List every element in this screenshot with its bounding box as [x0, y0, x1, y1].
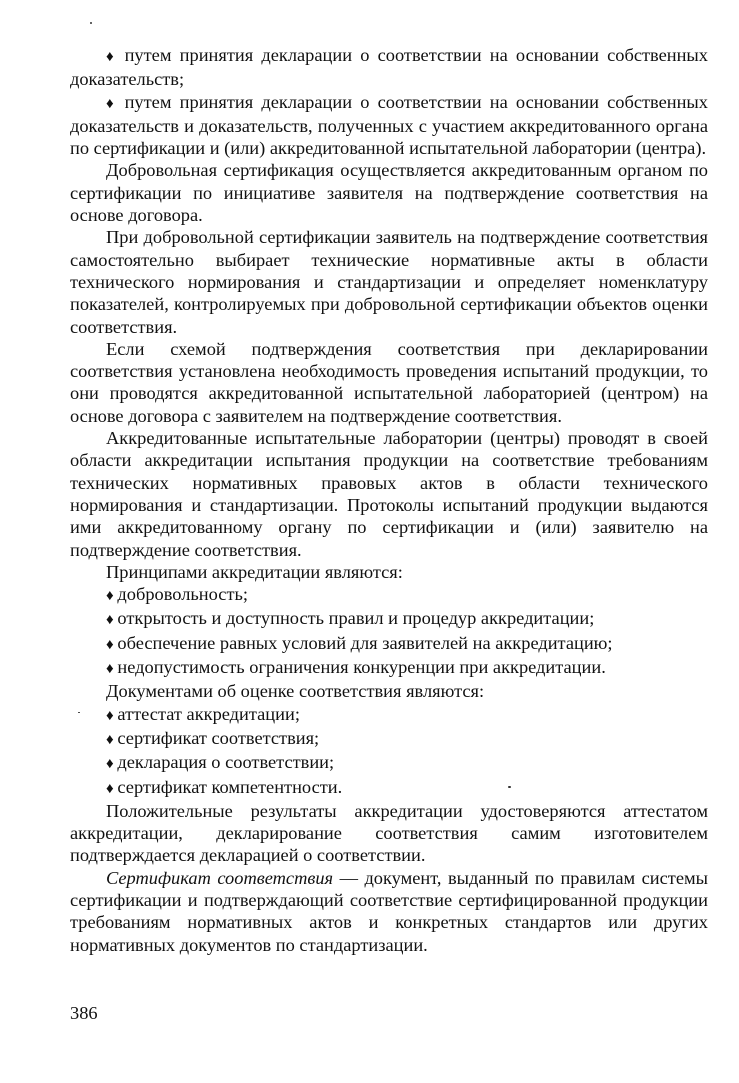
bullet-item: ♦ недопустимость ограничения конкуренции при аккредитации. — [70, 656, 708, 680]
bullet-item: ♦ декларация о соответствии; — [70, 751, 708, 775]
bullet-item: ♦ путем принятия декларации о соответствии на основании собственных доказательств; — [70, 44, 708, 91]
bullet-item: ♦ открытость и доступность правил и процедур аккредитации; — [70, 607, 708, 631]
paragraph: При добровольной сертификации заявитель на подтверждение соответствия самостоятельно выбирает технические нормативные акты в области технического нормирования и стандартизации и определяет номенклатуру показателей, контролируемых при добровольной сертификации объектов оценки соответствия. — [70, 227, 708, 337]
definition-term: Сертификат соответствия — [106, 867, 334, 888]
list-heading: Принципами аккредитации являются: — [106, 561, 403, 582]
bullet-item: ♦ путем принятия декларации о соответствии на основании собственных доказательств и доказательств, полученных с участием аккредитованного органа по сертификации и (или) аккредитованной испытательной лаборатории (центра). — [70, 91, 708, 160]
bullet-item: ♦ обеспечение равных условий для заявителей на аккредитацию; — [70, 632, 708, 656]
paragraph: Добровольная сертификация осуществляется аккредитованным органом по сертификации по инициативе заявителя на подтверждение соответствия на основе договора. — [70, 160, 708, 226]
bullet-item: ♦ аттестат аккредитации; — [70, 703, 708, 727]
paragraph: Положительные результаты аккредитации удостоверяются аттестатом аккредитации, декларирование соответствия самим изготовителем подтверждается декларацией о соответствии. — [70, 800, 708, 866]
scan-speck — [90, 22, 92, 24]
body-text — [70, 44, 708, 956]
bullet-item: ♦ сертификат компетентности. — [70, 776, 708, 800]
bullet-item: ♦ добровольность; — [70, 583, 708, 607]
bullet-item: ♦ сертификат соответствия; — [70, 727, 708, 751]
definition-paragraph — [70, 867, 708, 956]
list-heading: Документами об оценке соответствия являются: — [106, 681, 485, 702]
page-number: 386 — [70, 1003, 98, 1023]
paragraph: Если схемой подтверждения соответствия при декларировании соответствия установлена необходимость проведения испытаний продукции, то они проводятся аккредитованной испытательной лабораторией (центром) на основе договора с заявителем на подтверждение соответствия. — [70, 338, 708, 426]
paragraph: Аккредитованные испытательные лаборатории (центры) проводят в своей области аккредитации испытания продукции на соответствие требованиям технических нормативных правовых актов в области технического нормирования и стандартизации. Протоколы испытаний продукции выдаются ими аккредитованному органу по сертификации и (или) заявителю на подтверждение соответствия. — [70, 428, 708, 560]
definition-text: — документ, выданный по правилам системы сертификации и подтверждающий соответствие сертифицированной продукции требованиям нормативных актов и конкретных стандартов или других нормативных документов по стандартизации. — [70, 867, 708, 955]
